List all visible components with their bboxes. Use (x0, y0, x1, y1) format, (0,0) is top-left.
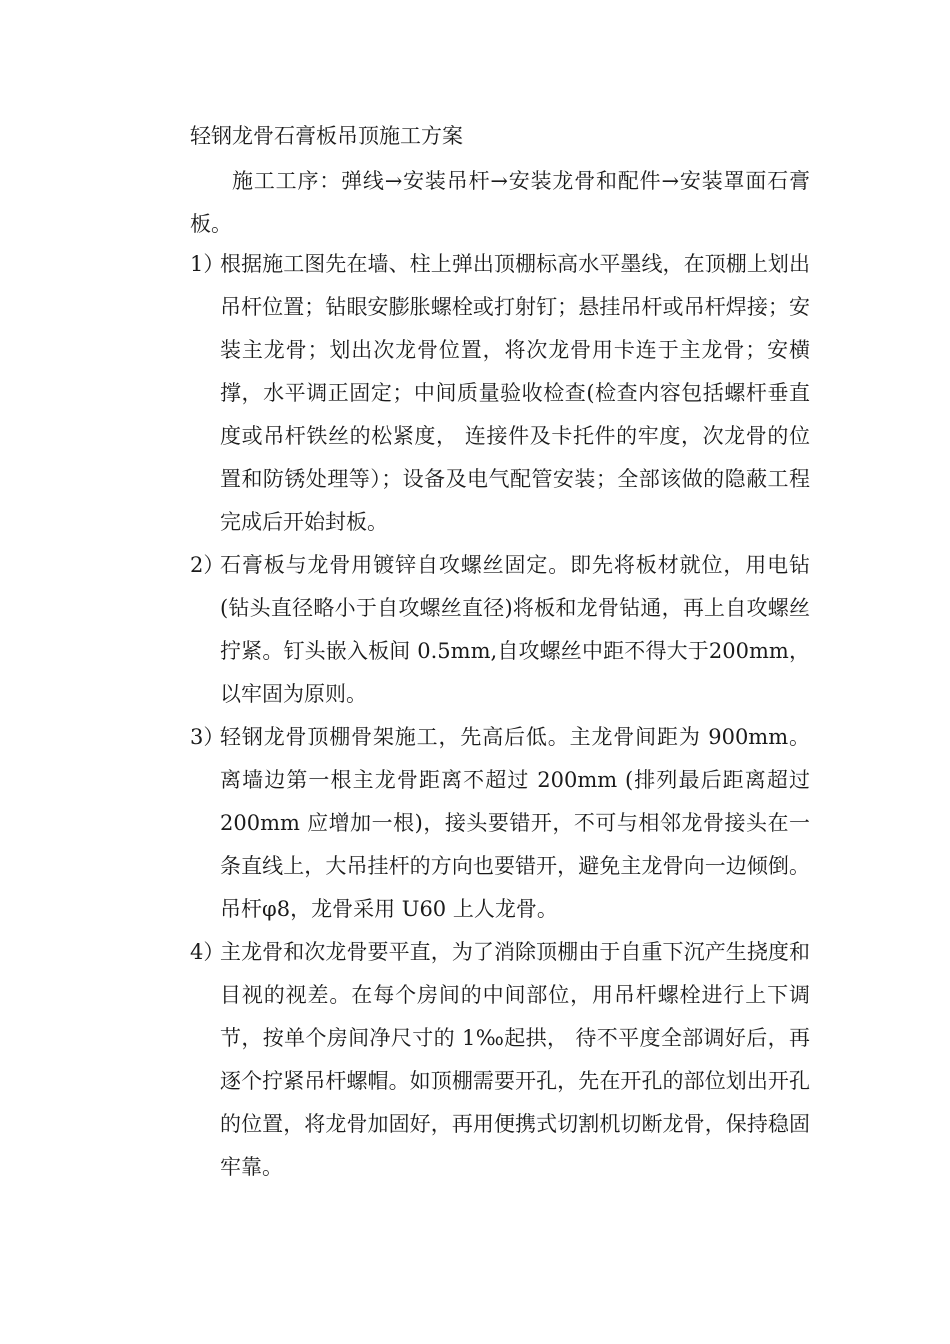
item-text: 根据施工图先在墙、柱上弹出顶棚标高水平墨线，在顶棚上划出吊杆位置；钻眼安膨胀螺栓或打射钉；悬挂吊杆或吊杆焊接；安装主龙骨；划出次龙骨位置，将次龙骨用卡连于主龙骨；安横撑，水平调正固定；中间质量验收检查(检查内容包括螺杆垂直度或吊杆铁丝的松紧度， 连接件及卡托件的牢度，次龙骨的位置和防锈处理等）；设备及电气配管安装；全部该做的隐蔽工程完成后开始封板。 (220, 252, 810, 534)
list-item (190, 243, 810, 544)
item-number: 3） (190, 725, 225, 749)
process-intro: 施工工序：弹线→安装吊杆→安装龙骨和配件→安装罩面石膏板。 (190, 169, 810, 236)
list-item (190, 544, 810, 716)
item-number: 4） (190, 940, 225, 964)
item-text: 轻钢龙骨顶棚骨架施工，先高后低。主龙骨间距为 900mm。离墙边第一根主龙骨距离不超过 200mm (排列最后距离超过200mm 应增加一根)，接头要错开，不可与相邻龙骨接头在一条直线上，大吊挂杆的方向也要错开，避免主龙骨向一边倾倒。吊杆φ8，龙骨采用 U60 上人龙骨。 (220, 725, 810, 921)
item-number: 1） (190, 252, 225, 276)
item-text: 石膏板与龙骨用镀锌自攻螺丝固定。即先将板材就位，用电钻(钻头直径略小于自攻螺丝直径)将板和龙骨钻通，再上自攻螺丝拧紧。钉头嵌入板间 0.5mm,自攻螺丝中距不得大于200mm，以牢固为原则。 (220, 553, 810, 706)
item-text: 主龙骨和次龙骨要平直，为了消除顶棚由于自重下沉产生挠度和目视的视差。在每个房间的中间部位，用吊杆螺栓进行上下调节，按单个房间净尺寸的 1‰起拱， 待不平度全部调好后，再逐个拧紧吊杆螺帽。如顶棚需要开孔，先在开孔的部位划出开孔的位置，将龙骨加固好，再用便携式切割机切断龙骨，保持稳固牢靠。 (220, 940, 810, 1179)
item-number: 2） (190, 553, 225, 577)
list-item (190, 931, 810, 1189)
document-title: 轻钢龙骨石膏板吊顶施工方案 (190, 124, 463, 148)
list-item (190, 716, 810, 931)
